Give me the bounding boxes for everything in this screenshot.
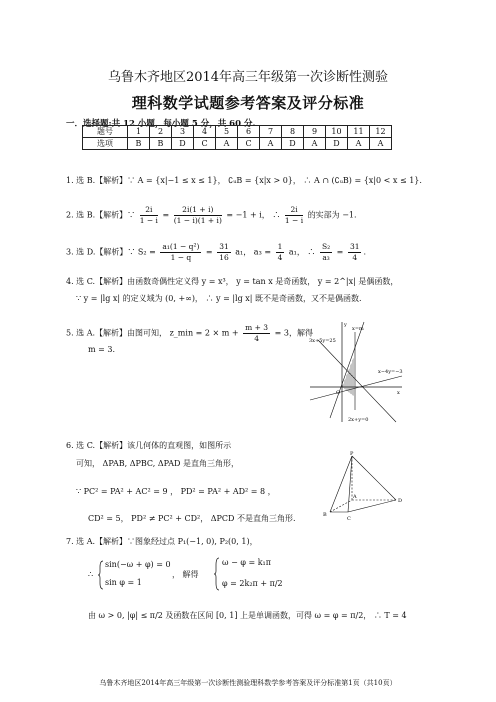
q7-system1-eq1: sin(−ω + φ) = 0 <box>105 560 171 569</box>
document-title: 乌鲁木齐地区2014年高三年级第一次诊断性测验 <box>107 70 389 85</box>
numerator: 31 <box>219 242 229 251</box>
answer-q6-line4: CD² = 5， PD² ≠ PC² + CD²， ΔPCD 不是直角三角形. <box>88 514 296 523</box>
answer-cell: C <box>238 138 260 150</box>
vertex-p: P <box>350 451 354 457</box>
numerator: a₁(1 − q²) <box>162 242 200 251</box>
page-footer: 乌鲁木齐地区2014年高三年级第一次诊断性测验理科数学参考答案及评分标准第1页（共10页） <box>99 679 397 687</box>
vertex-b: B <box>323 512 327 518</box>
answer-cell: A <box>348 138 370 150</box>
question-number: 10 <box>326 126 348 138</box>
q2-text: 的实部为 −1. <box>307 210 357 220</box>
answer-q1: 1. 选 B.【解析】∵ A = {x|−1 ≤ x ≤ 1}， ∁ᵤB = {x|x > 0}， ∴ A ∩ (∁ᵤB) = {x|0 < x ≤ 1}. <box>66 176 422 185</box>
vertex-c: C <box>347 516 351 522</box>
answer-q6-line3: ∵ PC² = PA² + AC² = 9 ， PD² = PA² + AD² = 8 ， <box>76 487 276 496</box>
label-origin: O <box>336 390 341 396</box>
answer-cell: D <box>172 138 194 150</box>
line-2x-y-0 <box>330 322 364 418</box>
answer-cell: A <box>260 138 282 150</box>
q7-system2-eq1: ω − φ = k₁π <box>222 558 272 567</box>
fraction <box>217 242 231 263</box>
q7-system2-eq2: φ = 2k₂π + π/2 <box>222 579 283 588</box>
row-label: 选项 <box>83 138 128 150</box>
answer-table-number-row <box>83 126 392 138</box>
question-number: 4 <box>194 126 216 138</box>
question-number: 2 <box>150 126 172 138</box>
answer-cell: D <box>326 138 348 150</box>
label-3x-5y-25: 3x+5y=25 <box>309 338 336 344</box>
fraction <box>320 242 332 263</box>
numerator: S₂ <box>321 242 331 251</box>
question-number: 5 <box>216 126 238 138</box>
figure-linear-programming <box>308 318 404 426</box>
fraction <box>276 242 285 263</box>
answer-table-answer-row <box>83 138 392 150</box>
answer-cell: A <box>370 138 392 150</box>
numerator: m + 3 <box>245 323 269 332</box>
left-brace-2 <box>214 557 220 591</box>
question-number: 8 <box>282 126 304 138</box>
label-axis-x: x <box>397 390 400 396</box>
denominator: 16 <box>219 253 229 262</box>
q5-text: 5. 选 A.【解析】由图可知， z_min = 2 × m + <box>66 328 239 338</box>
fraction <box>174 205 222 226</box>
line-3x-5y-25 <box>318 340 396 422</box>
q7-therefore: ∴ <box>88 570 94 579</box>
label-2x-y-0: 2x+y=0 <box>348 417 369 423</box>
q3-text: a₁， ∴ <box>288 247 316 257</box>
question-number: 3 <box>172 126 194 138</box>
q2-text: = −1 + i， ∴ <box>226 210 281 220</box>
denominator: a₃ <box>322 253 330 262</box>
answer-q4-line2: ∵ y = |lg x| 的定义域为 (0, +∞)， ∴ y = |lg x| 既不是奇函数，又不是偶函数. <box>76 294 362 303</box>
denominator: 4 <box>277 253 283 262</box>
label-x-4y-3: x−4y=−3 <box>378 369 403 375</box>
answer-q2: 2. 选 B.【解析】∵ $\frac{2i}{1 - i}$ = $\frac{2i(1 + i)}{(1 - i)(1 + i)}$ = −1 + i， ∴ $\frac{2i}{1 - i}$ 的实部为 −1. <box>66 205 357 225</box>
answer-q6-line2: 可知， ΔPAB, ΔPBC, ΔPAD 是直角三角形， <box>76 459 239 468</box>
answer-cell: A <box>304 138 326 150</box>
q2-text: 2. 选 B.【解析】∵ <box>66 210 136 220</box>
section-heading: 一．选择题:共 12 小题，每小题 5 分，共 60 分. <box>66 119 256 129</box>
row-label: 题号 <box>83 126 128 138</box>
fraction <box>243 323 270 344</box>
left-brace-1 <box>98 560 104 590</box>
denominator: 1 − i <box>139 216 158 225</box>
numerator: 1 <box>277 242 283 251</box>
fraction <box>140 205 158 226</box>
question-number: 6 <box>238 126 260 138</box>
label-axis-y: y <box>344 322 347 328</box>
figure-pyramid <box>320 450 406 526</box>
answer-q5-line2: m = 3. <box>88 345 116 354</box>
answer-q6-line1: 6. 选 C.【解析】该几何体的直观图，如图所示 <box>66 441 232 450</box>
answer-cell: D <box>282 138 304 150</box>
document-subtitle: 理科数学试题参考答案及评分标准 <box>131 94 365 112</box>
vertex-d: D <box>398 498 403 504</box>
vertex-a: A <box>353 494 357 500</box>
answer-cell: B <box>128 138 150 150</box>
answer-q7-line1: 7. 选 A.【解析】∵图象经过点 P₁(−1, 0), P₂(0, 1)， <box>66 537 258 546</box>
denominator: 1 − i <box>284 216 304 225</box>
fraction <box>285 205 303 226</box>
numerator: 2i(1 + i) <box>174 205 222 216</box>
q3-text: a₁， a₃ = <box>235 247 272 257</box>
question-number: 12 <box>370 126 392 138</box>
answer-cell: A <box>216 138 238 150</box>
q7-solve-text: ， 解得 <box>172 570 199 579</box>
answer-q5-line1 <box>66 323 313 344</box>
numerator: 2i <box>140 205 158 216</box>
numerator: 2i <box>285 205 303 216</box>
answer-q4-line1: 4. 选 C.【解析】由函数奇偶性定义得 y = x³， y = tan x 是奇函数， y = 2^|x| 是偶函数， <box>66 277 399 286</box>
q5-text: = 3，解得 <box>274 328 313 338</box>
question-number: 1 <box>128 126 150 138</box>
question-number: 11 <box>348 126 370 138</box>
q3-text: 3. 选 D.【解析】∵ S₂ = <box>66 247 156 257</box>
numerator: 31 <box>349 242 360 251</box>
denominator: 4 <box>352 253 358 262</box>
question-number: 9 <box>304 126 326 138</box>
denominator: 4 <box>254 334 259 343</box>
answer-q3: 3. 选 D.【解析】∵ S₂ = $\frac{\text{a₁(1 − q²)}}{1 - q}$ = $\frac{31}{16}$ a₁， a₃ = $\frac{1}{4}$ a₁， ∴ $\frac{\text{S₂}}{\text{a₃}}$ = $\frac{31}{4}$ . <box>66 242 367 262</box>
answer-cell: C <box>194 138 216 150</box>
denominator: 1 − q <box>170 253 192 262</box>
denominator: (1 − i)(1 + i) <box>173 216 222 225</box>
fraction <box>348 242 362 263</box>
fraction <box>160 242 201 263</box>
q7-system1-eq2: sin φ = 1 <box>105 578 142 587</box>
answer-cell: B <box>150 138 172 150</box>
answer-table <box>82 125 392 150</box>
question-number: 7 <box>260 126 282 138</box>
answer-q7-line3: 由 ω > 0, |φ| ≤ π/2 及函数在区间 [0, 1] 上是单调函数，可得 ω = φ = π/2， ∴ T = 4 <box>88 611 407 620</box>
label-x-m: x=m <box>352 326 364 332</box>
